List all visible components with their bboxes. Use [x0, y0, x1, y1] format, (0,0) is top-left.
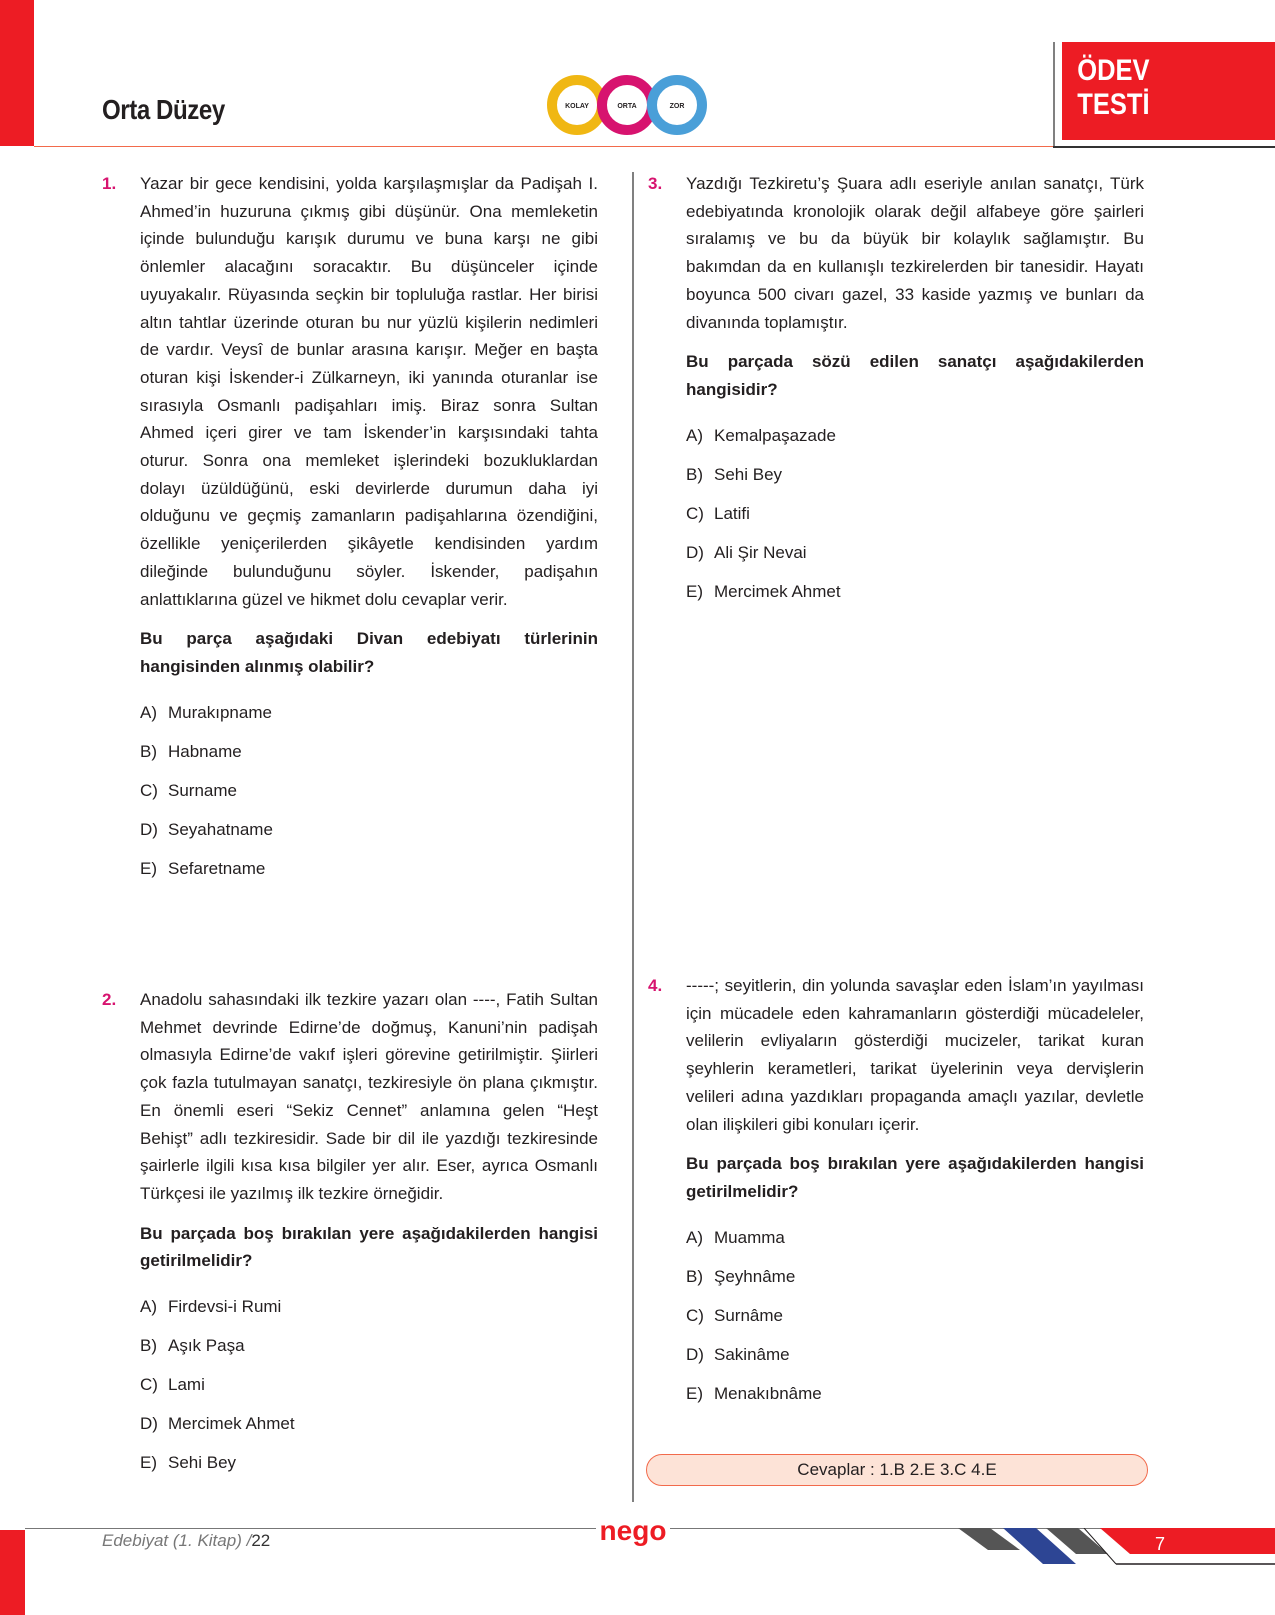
answer-key: Cevaplar : 1.B 2.E 3.C 4.E: [646, 1454, 1148, 1486]
header-divider: [34, 146, 1054, 147]
option-a[interactable]: A) Muamma: [686, 1227, 785, 1247]
option-b[interactable]: B) Habname: [140, 741, 242, 761]
question-text: Anadolu sahasındaki ilk tezkire yazarı olan ----, Fatih Sultan Mehmet devrinde Edirne’de doğmuş, Kanuni’nin padişah olmasıyla Edirne’de vakıf işleri görevine getirilmiştir. Şiirleri çok fazla tutulmayan sanatçı, tezkiresiyle ön plana çıkmıştır. En önemli eseri “Sekiz Cennet” anlamına gelen “Heşt Behişt” adlı tezkiresidir. Sade bir dil ile yazdığı tezkiresinde şairlerle ilgili kısa kısa bilgiler yer alır. Eser, ayrıca Osmanlı Türkçesi ile yazılmış ilk tezkire örneğidir.: [140, 990, 598, 1203]
option-a[interactable]: A) Firdevsi-i Rumi: [140, 1297, 282, 1317]
option-c[interactable]: C) Surnâme: [686, 1305, 783, 1325]
badge-border-bottom: [1053, 146, 1275, 148]
badge-border-left: [1053, 42, 1055, 148]
option-b[interactable]: B) Aşık Paşa: [140, 1336, 245, 1356]
red-side-bar-bottom: [0, 1530, 25, 1615]
option-d[interactable]: D) Seyahatname: [140, 819, 273, 839]
question-text: Yazar bir gece kendisini, yolda karşılaşmışlar da Padişah I. Ahmed’in huzuruna çıkmış gibi düşünür. Ona memleketin içinde bulunduğu karışık durumu ve buna karşı ne gibi önlemler alacağını soracaktır. Bu düşünceler içinde uyuyakalır. Rüyasında seçkin bir topluluğa rastlar. Her birisi altın tahtlar üzerinde oturan bu nur yüzlü kişilerin nedimleri de vardır. Veysî de bunlar arasına karışır. Meğer en başta oturan kişi İskender-i Zülkarneyn, iki yanında oturanlar ise sırasıyla Osmanlı padişahları imiş. Biraz sonra Sultan Ahmed içeri girer ve tam İskender’in karşısındaki tahta oturur. Sonra ona memleket işlerindeki bozukluklardan dolayı üzüldüğünü, eski devirlerde durumun daha iyi olduğunu ve geçmiş zamanların padişahlarına özendiğini, özellikle yeniçerilerden şikâyetle kendisinden yardım dileğinde bulunduğunu söyler. İskender, padişahın anlattıklarına güzel ve hikmet dolu cevaplar verir.: [140, 174, 598, 609]
question-prompt: Bu parçada boş bırakılan yere aşağıdakilerden hangisi getirilmelidir?: [140, 1223, 598, 1271]
question-3: [648, 170, 1144, 611]
red-side-bar-top: [0, 0, 34, 146]
level-zor: ZOR: [669, 103, 685, 110]
option-a[interactable]: A) Kemalpaşazade: [686, 425, 836, 445]
option-e[interactable]: E) Menakıbnâme: [686, 1383, 822, 1403]
option-c[interactable]: C) Surname: [140, 780, 237, 800]
question-2: [102, 986, 598, 1482]
question-prompt: Bu parça aşağıdaki Divan edebiyatı türlerinin hangisinden alınmış olabilir?: [140, 629, 598, 676]
homework-test-badge: [1062, 42, 1275, 140]
book-page-number: 22: [251, 1531, 271, 1550]
question-number: 2.: [102, 990, 117, 1009]
option-e[interactable]: E) Sefaretname: [140, 858, 266, 878]
column-divider: [632, 172, 634, 1502]
question-number: 3.: [648, 174, 663, 193]
option-b[interactable]: B) Sehi Bey: [686, 464, 783, 484]
question-prompt: Bu parçada boş bırakılan yere aşağıdakilerden hangisi getirilmelidir?: [686, 1154, 1144, 1201]
option-e[interactable]: E) Sehi Bey: [140, 1453, 237, 1473]
option-c[interactable]: C) Lami: [140, 1375, 205, 1395]
question-number: 4.: [648, 976, 663, 995]
question-text: -----; seyitlerin, din yolunda savaşlar eden İslam’ın yayılması için mücadele eden kahramanların gösterdiği mücadeleler, velilerin evliyaların gösterdiği mucizeler, tarikat kuran şeyhlerin kerametleri, tarikat üyelerinin veya dervişlerin velileri adına yazdıkları propaganda amaçlı yazılar, devletle olan ilişkileri gibi konuları içerir.: [686, 976, 1144, 1134]
question-4: [648, 972, 1144, 1413]
badge-line-1: ÖDEV: [1077, 54, 1150, 87]
option-c[interactable]: C) Latifi: [686, 503, 750, 523]
question-prompt: Bu parçada sözü edilen sanatçı aşağıdakilerden hangisidir?: [686, 352, 1144, 399]
question-1: [102, 170, 598, 888]
option-d[interactable]: D) Ali Şir Nevai: [686, 542, 807, 562]
page-number: 7: [1155, 1534, 1166, 1554]
level-kolay: KOLAY: [565, 103, 589, 110]
level-orta: ORTA: [617, 103, 637, 110]
option-e[interactable]: E) Mercimek Ahmet: [686, 581, 841, 601]
badge-line-2: TESTİ: [1077, 88, 1150, 121]
question-text: Yazdığı Tezkiretu’ş Şuara adlı eseriyle anılan sanatçı, Türk edebiyatında kronolojik olarak değil alfabeye göre şairleri sıralamış ve bu da büyük bir kolaylık sağlamıştır. Bu bakımdan da en kullanışlı tezkirelerden bir tanesidir. Hayatı boyunca 500 civarı gazel, 33 kaside yazmış ve bunları da divanında toplamıştır.: [686, 174, 1144, 332]
option-b[interactable]: B) Şeyhnâme: [686, 1266, 796, 1286]
question-number: 1.: [102, 174, 117, 193]
book-title: Edebiyat (1. Kitap) /22: [102, 1531, 271, 1550]
publisher-logo-icon: [596, 1514, 670, 1548]
option-a[interactable]: A) Murakıpname: [140, 702, 272, 722]
option-d[interactable]: D) Mercimek Ahmet: [140, 1414, 295, 1434]
page-title: Orta Düzey: [102, 94, 225, 125]
difficulty-level-logo: [547, 74, 707, 136]
option-d[interactable]: D) Sakinâme: [686, 1344, 790, 1364]
decorative-stripes: [958, 1528, 1275, 1568]
svg-text:nego: nego: [599, 1515, 667, 1546]
